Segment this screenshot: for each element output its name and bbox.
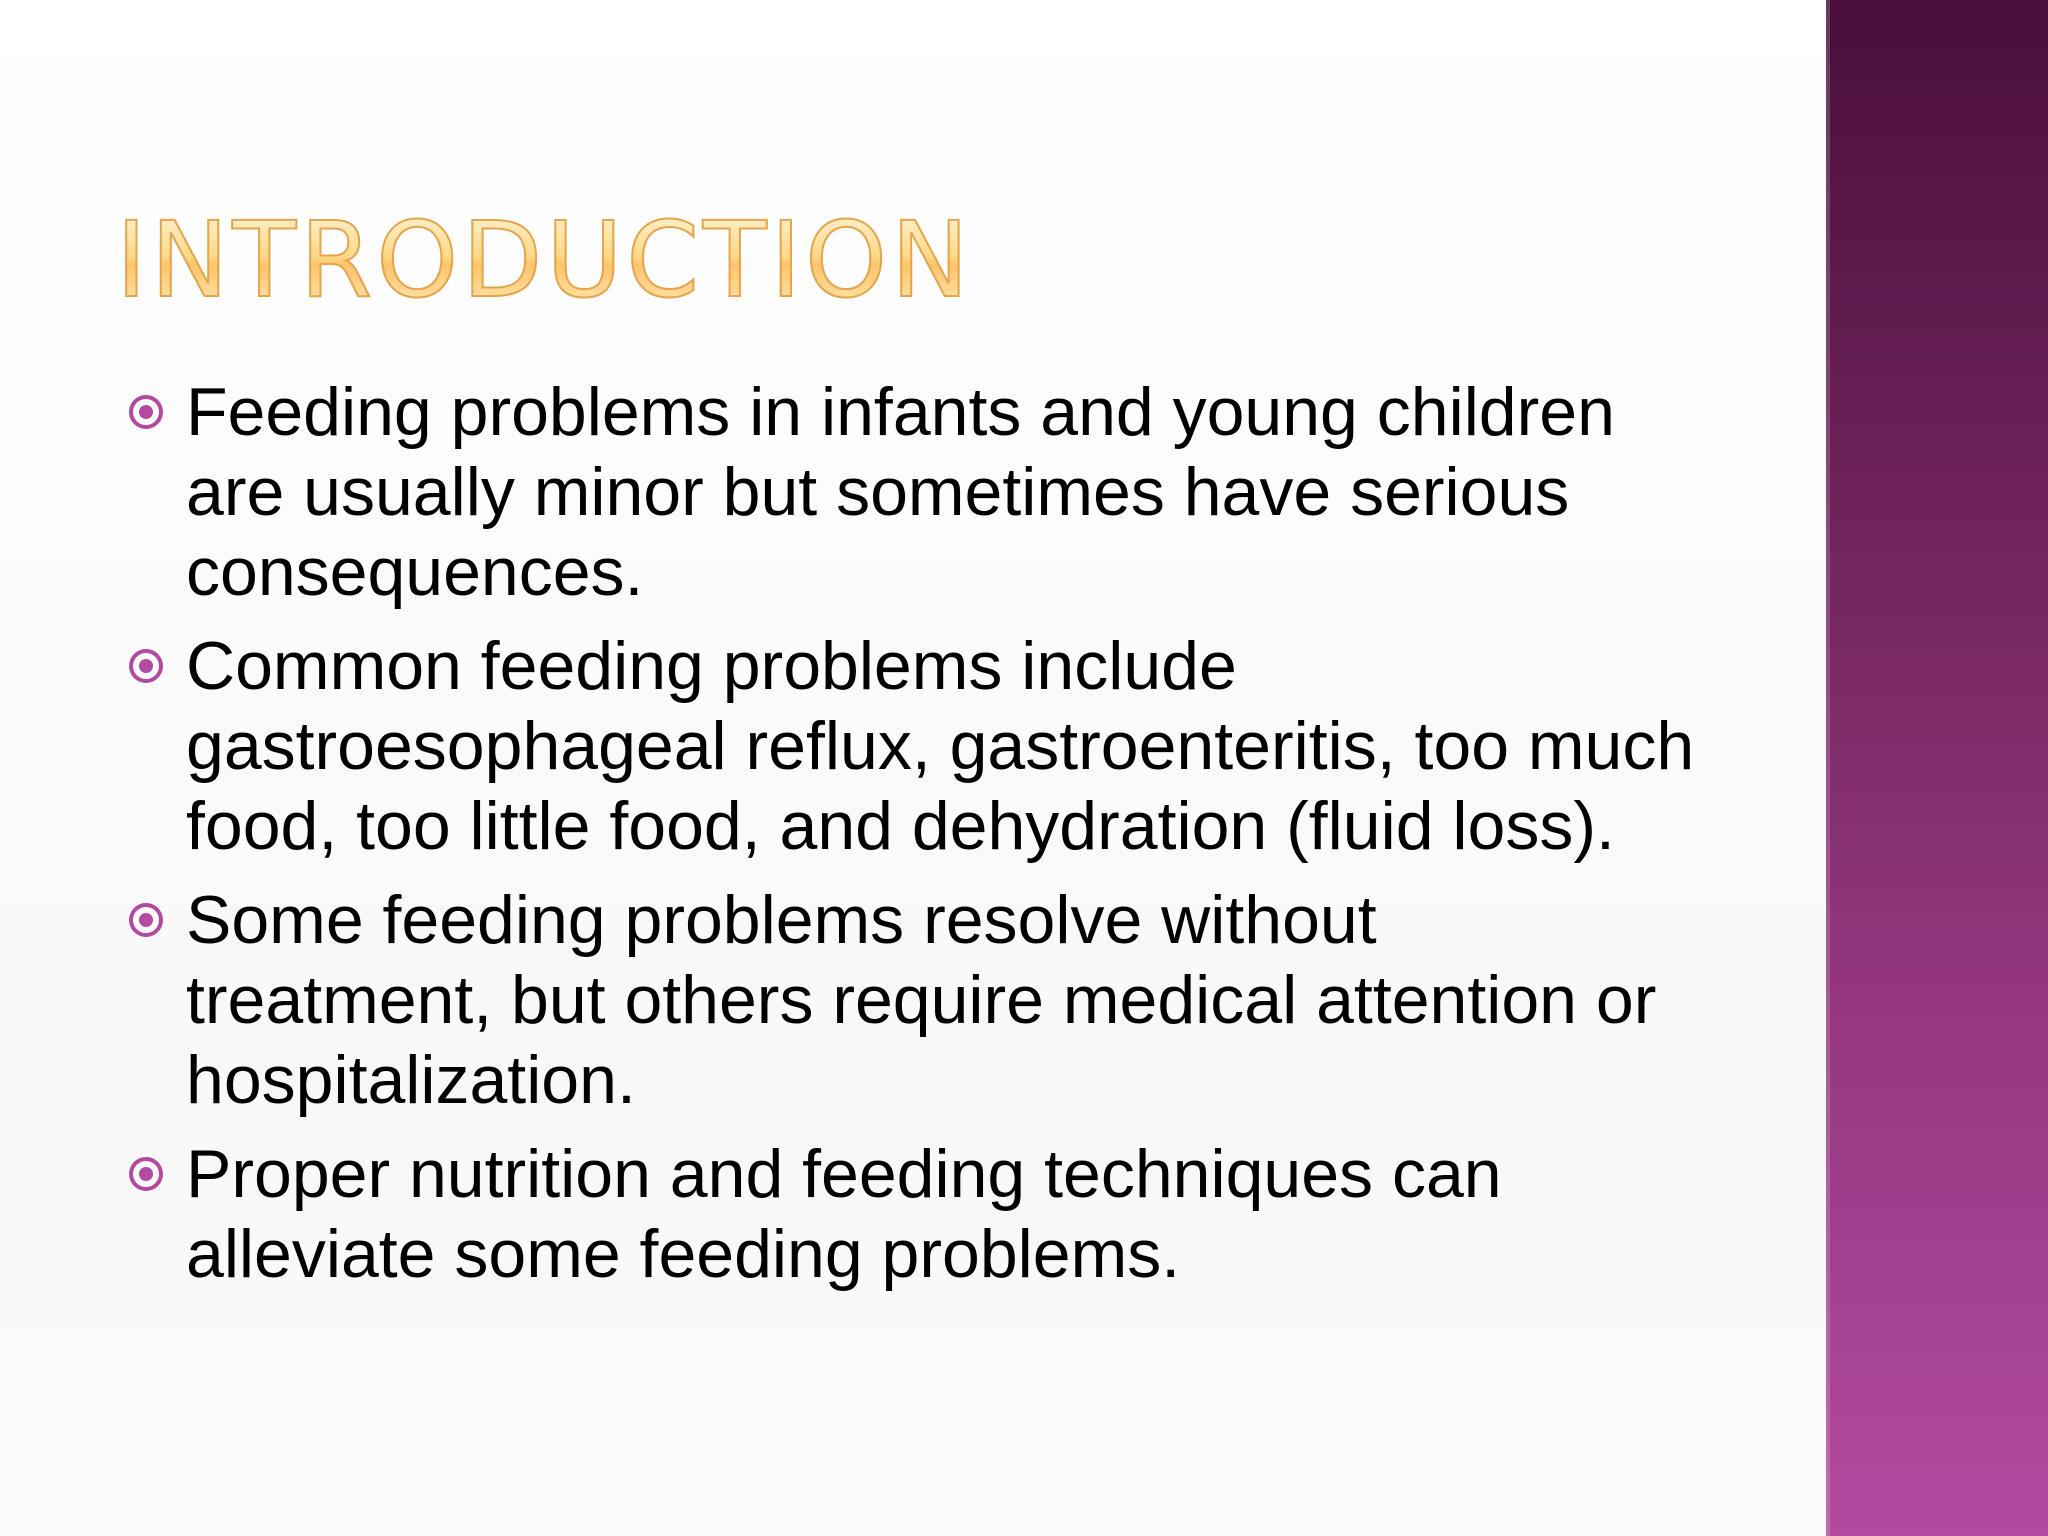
bullet-text: Feeding problems in infants and young children are usually minor but sometimes have serious consequences. <box>186 374 1615 610</box>
bullet-text: Common feeding problems include gastroesophageal reflux, gastroenteritis, too much food, too little food, and dehydration (fluid loss). <box>186 628 1695 864</box>
bullet-text: Proper nutrition and feeding techniques can alleviate some feeding problems. <box>186 1136 1502 1292</box>
bullet-item-3 <box>128 880 1698 1120</box>
circle-dot-icon <box>128 648 164 684</box>
circle-dot-icon <box>128 1156 164 1192</box>
circle-dot-icon <box>128 902 164 938</box>
bullet-item-4 <box>128 1134 1698 1294</box>
bullet-list <box>128 372 1698 1308</box>
bullet-text: Some feeding problems resolve without treatment, but others require medical attention or hospitalization. <box>186 882 1657 1118</box>
bullet-item-1 <box>128 372 1698 612</box>
sidebar-edge <box>1826 0 1830 1536</box>
circle-dot-icon <box>128 394 164 430</box>
slide-title: INTRODUCTION <box>116 199 973 321</box>
decorative-sidebar <box>1826 0 2048 1536</box>
bullet-item-2 <box>128 626 1698 866</box>
